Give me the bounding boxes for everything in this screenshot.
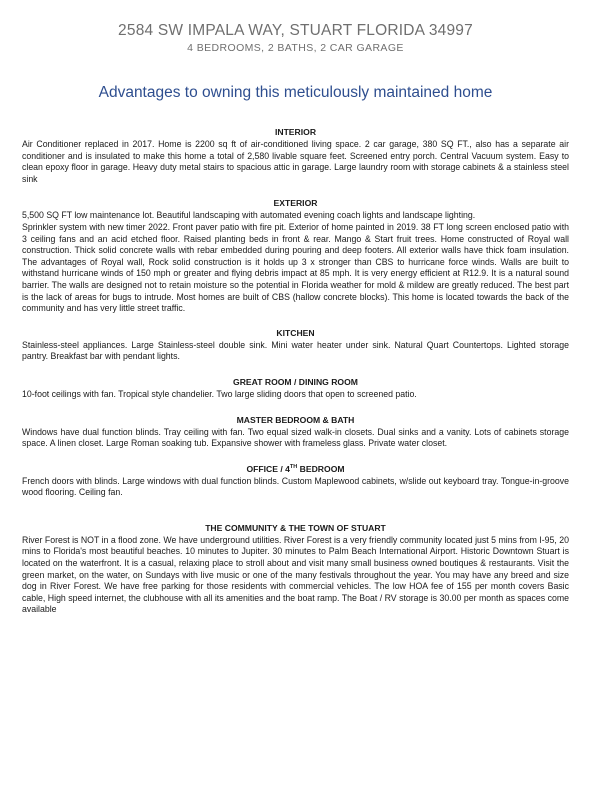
section-title-office: [22, 464, 569, 475]
document-page: [0, 22, 589, 790]
section-title-master-bedroom: MASTER BEDROOM & BATH: [236, 414, 355, 425]
section-community: [22, 523, 569, 616]
section-title-great-room: GREAT ROOM / DINING ROOM: [233, 376, 358, 387]
section-exterior: [22, 198, 569, 314]
title-part: OFFICE / 4: [246, 463, 290, 474]
paragraph: French doors with blinds. Large windows with dual function blinds. Custom Maplewood cabinets, w/slide out keyboard tray. Tongue-in-groove wood flooring. Ceiling fan.: [22, 475, 569, 498]
document-headline: Advantages to owning this meticulously maintained home: [98, 84, 493, 101]
section-interior: [22, 127, 569, 185]
property-address: 2584 SW IMPALA WAY, STUART FLORIDA 34997: [118, 22, 473, 39]
paragraph: 5,500 SQ FT low maintenance lot. Beautiful landscaping with automated evening coach lights and landscape lighting.: [22, 210, 476, 221]
paragraph: 10-foot ceilings with fan. Tropical style chandelier. Two large sliding doors that open to screened patio.: [22, 388, 417, 399]
section-master-bedroom: [22, 415, 569, 450]
section-title-kitchen: KITCHEN: [276, 327, 315, 338]
section-title-community: THE COMMUNITY & THE TOWN OF STUART: [205, 522, 386, 533]
section-great-room: [22, 377, 569, 401]
title-part: BEDROOM: [297, 463, 345, 474]
paragraph: Stainless-steel appliances. Large Stainless-steel double sink. Mini water heater under sink. Natural Quart Countertops. Lighted storage pantry. Breakfast bar with pendant lights.: [22, 339, 569, 362]
section-title-interior: INTERIOR: [274, 127, 317, 137]
section-office: [22, 464, 569, 499]
page-header: [22, 22, 569, 54]
property-details: 4 BEDROOMS, 2 BATHS, 2 CAR GARAGE: [187, 42, 404, 54]
section-body-exterior: [22, 210, 569, 314]
section-body-office: [22, 476, 569, 499]
paragraph: Windows have dual function blinds. Tray ceiling with fan. Two equal sized walk-in closets. Dual sinks and a vanity. Lots of cabinets storage space. A linen closet. Large Roman soaking tub. Expansive shower with frameless glass. Private water closet.: [22, 426, 569, 449]
section-body-kitchen: [22, 340, 569, 363]
section-body-great-room: [22, 389, 569, 401]
paragraph: Sprinkler system with new timer 2022. Front paver patio with fire pit. Exterior of home painted in 2019. 38 FT long screen enclosed patio with 3 ceiling fans and an acid etched floor. Raised planting beds in front & rear. Mango & Start fruit trees. Home constructed of Royal wall construction. Thick solid concrete walls with rebar embedded during pouring and deep footers. All exterior walls have thick foam insulation. The advantages of Royal wall, Rock solid construction is it holds up 3 x stronger than CBS to hurricane force winds. Walls are built to withstand hurricane winds of 150 mph or greater and flying debris impact at 85 mph. It is very energy efficient at R12.9. It is a natural sound barrier. The walls are designed not to retain moisture so the potential in Florida weather for mold & mildew are greatly reduced. The best part is the lack of areas for bugs to intrude. Most homes are built of CBS (hallow concrete blocks). This home is located towards the back of the community and has very little street traffic.: [22, 221, 569, 314]
section-body-master-bedroom: [22, 427, 569, 450]
section-title-exterior: EXTERIOR: [273, 198, 318, 209]
paragraph: Air Conditioner replaced in 2017. Home is 2200 sq ft of air-conditioned living space. 2 car garage, 380 SQ FT., also has a separate air conditioner and is insulated to make this home a total of 2,580 livable square feet. Screened entry porch. Central Vacuum system. Easy to clean epoxy floor in garage. Heavy duty metal stairs to spacious attic in garage. Large laundry room with storage cabinets & a stainless steel sink: [22, 139, 569, 184]
section-body-community: [22, 535, 569, 616]
title-superscript: TH: [289, 463, 298, 470]
paragraph: River Forest is NOT in a flood zone. We have underground utilities. River Forest is a very friendly community located just 5 mins from I-95, 20 mins to Florida's most beautiful beaches. 10 minutes to Jupiter. 30 minutes to Palm Beach International Airport. Historic Downtown Stuart is located on the waterfront. It is a casual, relaxing place to stroll about and visit many small business owned boutiques & restaurants. Visit the green market, on the water, on Sundays with live music or one of the many festivals throughout the year. You may have any breed and size dog in River Forest. We have free parking for those residents with commercial vehicles. The low HOA fee of 155 per month covers Basic cable, High speed internet, the clubhouse with all its amenities and the boat ramp. The Boat / RV storage is 30.00 per month as spaces come available: [22, 534, 569, 615]
section-kitchen: [22, 328, 569, 363]
section-body-interior: [22, 139, 569, 185]
